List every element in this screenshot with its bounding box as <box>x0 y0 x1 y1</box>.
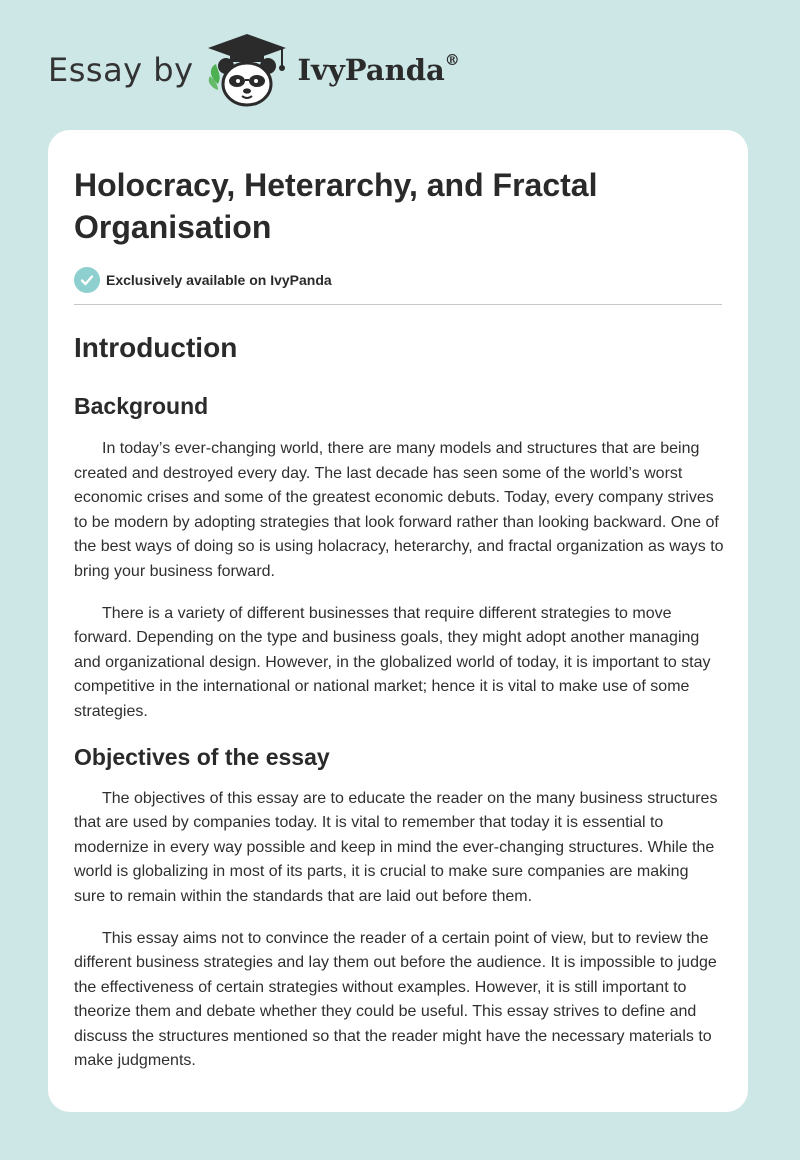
registered-mark: ® <box>444 51 460 69</box>
paragraph-objectives-1: The objectives of this essay are to educate the reader on the many business structures that are used by companies today. It is vital to remember that today it is essential to modernize in every way possible and keep in mind the ever-changing structures. While the world is globalizing in most of its parts, it is crucial to make sure companies are making sure to remain within the standards that are laid out before them. <box>74 789 718 905</box>
paragraph-objectives-2: This essay aims not to convince the reader of a certain point of view, but to review the different business strategies and lay them out before the audience. It is impossible to judge the effectiveness of certain strategies without examples. However, it is still important to theorize them and debate whether they could be useful. This essay strives to define and discuss the structures mentioned so that the reader might have the necessary materials to make judgments. <box>74 929 717 1070</box>
site-header <box>48 30 460 110</box>
check-icon <box>74 267 100 293</box>
brand-name[interactable]: IvyPanda® <box>297 51 460 87</box>
essay-card <box>48 130 748 1112</box>
panda-graduate-icon[interactable] <box>204 32 290 108</box>
paragraph-background-1: In today’s ever-changing world, there are many models and structures that are being created and destroyed every day. The last decade has seen some of the world’s worst economic crises and some of the greatest economic debuts. Today, every company strives to be modern by adopting strategies that look forward rather than looking backward. One of the best ways of doing so is using holacracy, heterarchy, and fractal organization as ways to bring your business forward. <box>74 440 724 580</box>
subsection-heading-objectives: Objectives of the essay <box>74 743 330 770</box>
subsection-heading-background: Background <box>74 393 209 419</box>
section-heading-introduction: Introduction <box>74 332 238 363</box>
badge-text: Exclusively available on IvyPanda <box>106 272 332 288</box>
divider <box>74 304 722 305</box>
page-title: Holocracy, Heterarchy, and Fractal Organisation <box>74 167 598 245</box>
exclusive-badge <box>74 266 722 294</box>
paragraph-background-2: There is a variety of different businesses that require different strategies to move forward. Depending on the type and business goals, they might adopt another managing and organizational design. However, in the globalized world of today, it is important to stay competitive in the international or national market; hence it is vital to make use of some strategies. <box>74 604 711 720</box>
essay-by-label: Essay by <box>48 51 194 89</box>
